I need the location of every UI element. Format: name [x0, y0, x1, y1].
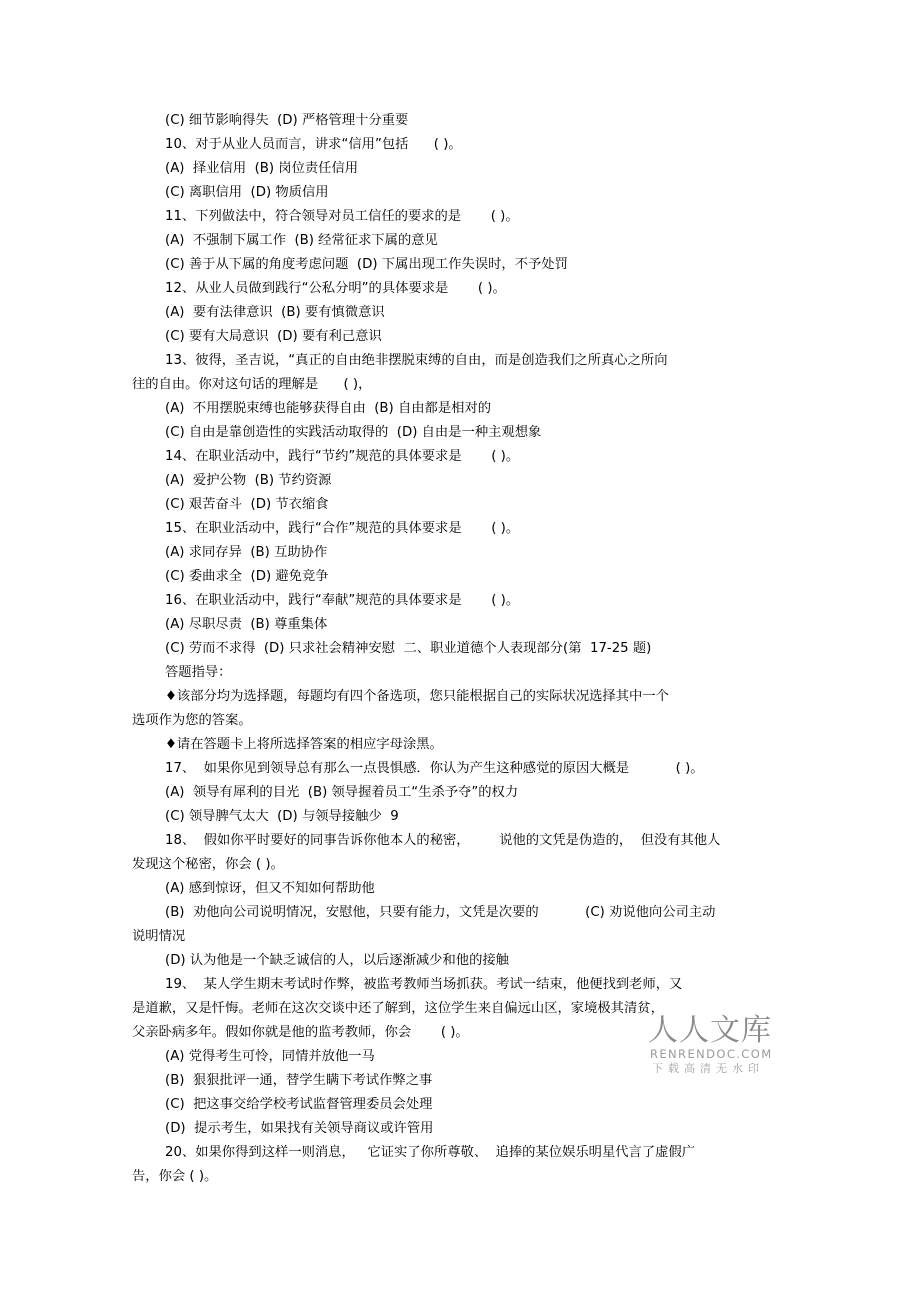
question-20-continued: 告，你会 ( )。 — [132, 1169, 218, 1184]
option-line: (C) 把这事交给学校考试监督管理委员会处理 — [165, 1097, 433, 1112]
question-14: 14、在职业活动中，践行“节约”规范的具体要求是 ( )。 — [165, 449, 520, 464]
option-line-section-heading: (C) 劳而不求得 (D) 只求社会精神安慰 二、职业道德个人表现部分(第 17-25 题) — [165, 641, 652, 656]
option-line: (C) 善于从下属的角度考虑问题 (D) 下属出现工作失误时，不予处罚 — [165, 257, 568, 272]
instruction-bullet: ♦该部分均为选择题，每题均有四个备选项，您只能根据自己的实际状况选择其中一个 — [165, 689, 669, 704]
watermark-name-en: RENRENDOC.COM — [650, 1047, 773, 1061]
text-line: (C) 细节影响得失 (D) 严格管理十分重要 — [165, 113, 409, 128]
option-line: (A) 党得考生可怜，同情并放他一马 — [165, 1049, 375, 1064]
question-10: 10、对于从业人员而言，讲求“信用”包括 ( )。 — [165, 137, 462, 152]
option-line: (A) 感到惊讶，但又不知如何帮助他 — [165, 881, 375, 896]
option-line: (C) 领导脾气太大 (D) 与领导接触少 9 — [165, 809, 399, 824]
option-line: (C) 艰苦奋斗 (D) 节衣缩食 — [165, 497, 329, 512]
option-line: (B) 劝他向公司说明情况，安慰他，只要有能力，文凭是次要的 (C) 劝说他向公司主动 — [165, 905, 716, 920]
option-line-continued: 说明情况 — [132, 929, 186, 944]
question-11: 11、下列做法中，符合领导对员工信任的要求的是 ( )。 — [165, 209, 519, 224]
option-line: (A) 不用摆脱束缚也能够获得自由 (B) 自由都是相对的 — [165, 401, 492, 416]
option-line: (A) 择业信用 (B) 岗位责任信用 — [165, 161, 359, 176]
option-line: (C) 要有大局意识 (D) 要有利己意识 — [165, 329, 382, 344]
instructions-title: 答题指导： — [165, 665, 232, 680]
question-20: 20、如果你得到这样一则消息， 它证实了你所尊敬、 追捧的某位娱乐明星代言了虚假广 — [165, 1145, 696, 1160]
option-line: (A) 不强制下属工作 (B) 经常征求下属的意见 — [165, 233, 438, 248]
option-line: (C) 自由是靠创造性的实践活动取得的 (D) 自由是一种主观想象 — [165, 425, 542, 440]
option-line: (D) 提示考生，如果找有关领导商议或许管用 — [165, 1121, 434, 1136]
question-19-continued: 父亲卧病多年。假如你就是他的监考教师，你会 ( )。 — [132, 1025, 469, 1040]
question-18: 18、 假如你平时要好的同事告诉你他本人的秘密， 说他的文凭是伪造的， 但没有其他人 — [165, 833, 721, 848]
option-line: (B) 狠狠批评一通，替学生瞒下考试作弊之事 — [165, 1073, 433, 1088]
question-19: 19、 某人学生期末考试时作弊，被监考教师当场抓获。考试一结束，他便找到老师，又 — [165, 977, 683, 992]
question-16: 16、在职业活动中，践行“奉献”规范的具体要求是 ( )。 — [165, 593, 520, 608]
instruction-bullet: ♦请在答题卡上将所选择答案的相应字母涂黑。 — [165, 737, 443, 752]
option-line: (C) 离职信用 (D) 物质信用 — [165, 185, 329, 200]
question-19-continued: 是道歉，又是忏悔。老师在这次交谈中还了解到，这位学生来自偏远山区，家境极其清贫， — [132, 1001, 664, 1016]
question-15: 15、在职业活动中，践行“合作”规范的具体要求是 ( )。 — [165, 521, 520, 536]
option-line: (D) 认为他是一个缺乏诚信的人，以后逐渐减少和他的接触 — [165, 953, 509, 968]
watermark-name-cn: 人人文库 — [648, 1013, 772, 1048]
watermark-tagline: 下载高清无水印 — [652, 1062, 764, 1075]
question-18-continued: 发现这个秘密，你会 ( )。 — [132, 857, 284, 872]
option-line: (A) 求同存异 (B) 互助协作 — [165, 545, 328, 560]
instruction-continued: 选项作为您的答案。 — [132, 713, 252, 728]
question-13-continued: 往的自由。你对这句话的理解是 ( )， — [132, 377, 372, 392]
option-line: (A) 尽职尽责 (B) 尊重集体 — [165, 617, 328, 632]
question-12: 12、从业人员做到践行“公私分明”的具体要求是 ( )。 — [165, 281, 506, 296]
option-line: (C) 委曲求全 (D) 避免竞争 — [165, 569, 329, 584]
question-13: 13、彼得，圣吉说，“真正的自由绝非摆脱束缚的自由，而是创造我们之所真心之所向 — [165, 353, 668, 368]
option-line: (A) 要有法律意识 (B) 要有慎微意识 — [165, 305, 385, 320]
option-line: (A) 领导有犀利的目光 (B) 领导握着员工“生杀予夺”的权力 — [165, 785, 519, 800]
question-17: 17、 如果你见到领导总有那么一点畏惧感．你认为产生这种感觉的原因大概是 ( )。 — [165, 761, 704, 776]
option-line: (A) 爱护公物 (B) 节约资源 — [165, 473, 332, 488]
